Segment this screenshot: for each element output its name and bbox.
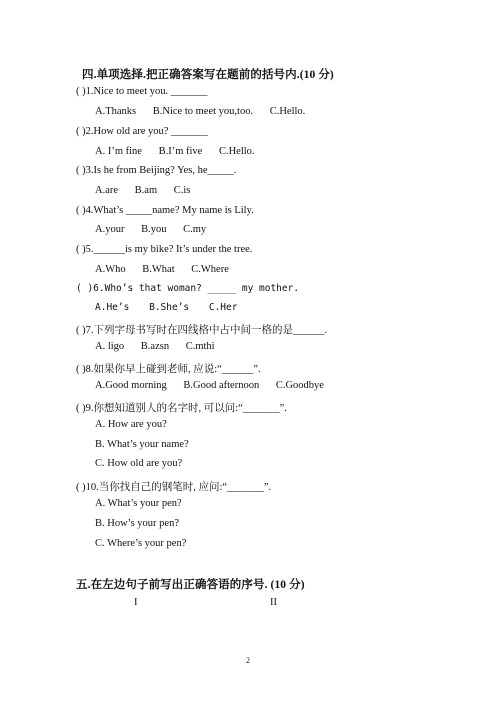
option-a: A.your [95,224,125,235]
question-10-option-c: C. Where’s your pen? [95,538,187,549]
question-7: ( )7.下列字母书写时在四线格中占中间一格的是______. [76,325,328,336]
option-c: C.Her [208,302,238,313]
option-b: B.azsn [140,341,170,352]
section-4-title: 四.单项选择.把正确答案写在题前的括号内.(10 分) [82,69,334,81]
question-7-options [95,341,229,352]
option-a: A. ligo [95,341,125,352]
question-2-options [95,146,269,157]
question-3-options [95,185,204,196]
column-ii-heading: II [270,597,277,608]
option-a: A.Who [95,264,126,275]
question-4: ( )4.What’s _____name? My name is Lily. [76,205,254,216]
question-10: ( )10.当你找自己的钢笔时, 应问:“_______”. [76,482,272,493]
option-a: A.Thanks [95,106,137,117]
question-10-option-a: A. What’s your pen? [95,498,182,509]
question-4-options [95,224,220,235]
question-6: ( )6.Who’s that woman? _____ my mother. [76,283,300,294]
option-a: A.Good morning [95,380,167,391]
option-c: C.is [173,185,191,196]
option-b: B.you [141,224,167,235]
option-b: B.What [142,264,175,275]
question-1: ( )1.Nice to meet you. _______ [76,86,208,97]
option-b: B.Good afternoon [183,380,260,391]
option-c: C.Hello. [218,146,255,157]
page-number: 2 [246,656,250,665]
option-a: A.are [95,185,119,196]
option-b: B.Nice to meet you,too. [152,106,254,117]
option-c: C.mthi [185,341,215,352]
option-a: A.He’s [95,302,130,313]
question-8-options [95,380,338,391]
question-5-options [95,264,243,275]
question-2: ( )2.How old are you? _______ [76,126,208,137]
column-i-heading: I [134,597,138,608]
option-c: C.Hello. [269,106,306,117]
option-b: B.am [134,185,158,196]
question-5: ( )5.______is my bike? It’s under the tree. [76,244,253,255]
question-9-option-b: B. What’s your name? [95,439,189,450]
question-8: ( )8.如果你早上碰到老师, 应说:“______”. [76,364,261,375]
option-c: C.my [183,224,207,235]
option-b: B.I’m five [158,146,203,157]
question-9-option-c: C. How old are you? [95,458,183,469]
question-1-options [95,106,319,117]
question-6-options [95,302,251,313]
option-b: B.She’s [149,302,190,313]
question-3: ( )3.Is he from Beijing? Yes, he_____. [76,165,237,176]
section-5-title: 五.在左边句子前写出正确答语的序号. (10 分) [76,579,305,591]
question-10-option-b: B. How’s your pen? [95,518,179,529]
option-c: C.Goodbye [275,380,324,391]
option-c: C.Where [191,264,229,275]
question-9: ( )9.你想知道别人的名字时, 可以问:“_______”. [76,403,287,414]
option-a: A. I’m fine [95,146,142,157]
question-9-option-a: A. How are you? [95,419,167,430]
